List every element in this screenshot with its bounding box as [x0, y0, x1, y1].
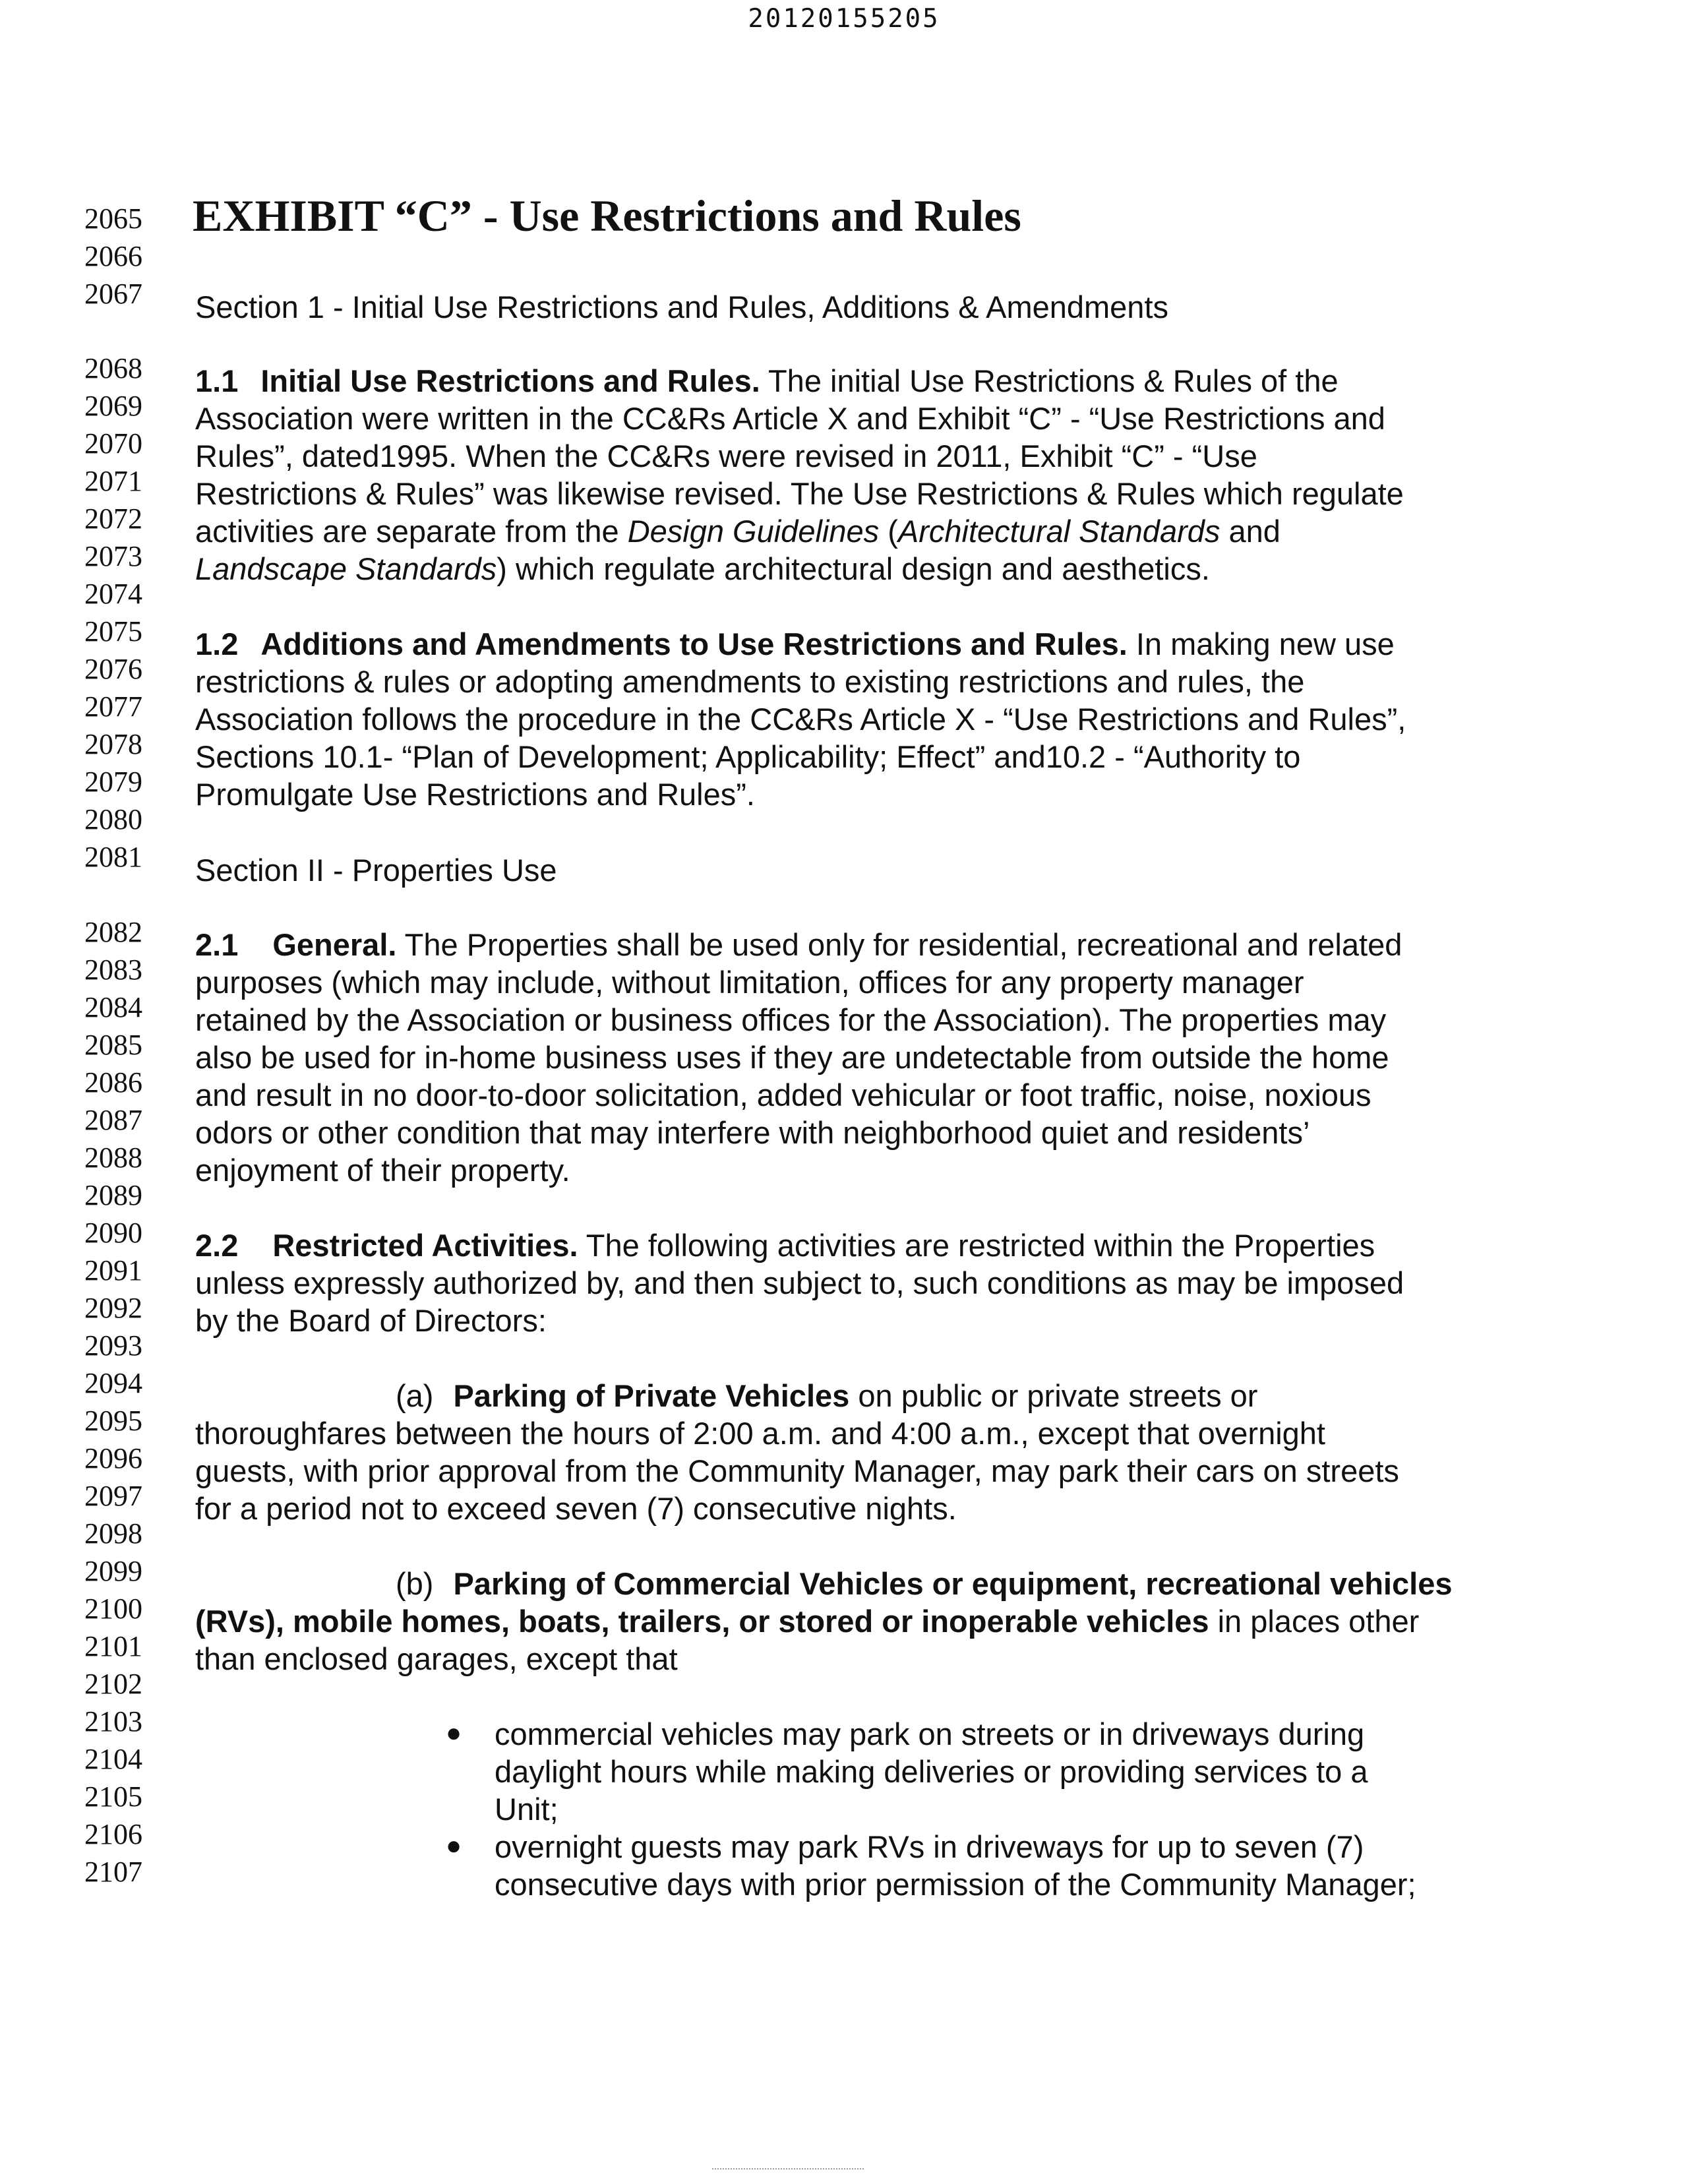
paragraph-line: thoroughfares between the hours of 2:00 a.m. and 4:00 a.m., except that overnight — [195, 1416, 1325, 1451]
line-number: 2076 — [84, 653, 142, 685]
paragraph-heading: Additions and Amendments to Use Restrictions and Rules. — [260, 626, 1128, 661]
paragraph-heading: Restricted Activities. — [272, 1228, 578, 1263]
paragraph-number: 2.2 — [195, 1228, 239, 1263]
line-number: 2081 — [84, 841, 142, 873]
line-number: 2085 — [84, 1029, 142, 1061]
line-number: 2107 — [84, 1856, 142, 1888]
line-number: 2088 — [84, 1141, 142, 1174]
line-number: 2101 — [84, 1630, 142, 1662]
paragraph-line — [195, 1603, 1419, 1639]
paragraph-line: by the Board of Directors: — [195, 1303, 547, 1338]
paragraph-text: ( — [879, 514, 898, 549]
line-number: 2089 — [84, 1179, 142, 1211]
line-number: 2086 — [84, 1066, 142, 1099]
paragraph-line — [195, 513, 1281, 549]
paragraph-line: Sections 10.1- “Plan of Development; Applicability; Effect” and10.2 - “Authority to — [195, 739, 1301, 774]
line-number: 2072 — [84, 502, 142, 535]
line-number: 2105 — [84, 1780, 142, 1813]
paragraph-text: The initial Use Restrictions & Rules of the — [760, 363, 1339, 398]
paragraph-line: Promulgate Use Restrictions and Rules”. — [195, 777, 755, 812]
paragraph-line: Association follows the procedure in the CC&Rs Article X - “Use Restrictions and Rules”, — [195, 702, 1406, 737]
paragraph-number: 1.1 — [195, 363, 239, 398]
section-2-heading: Section II - Properties Use — [195, 853, 557, 888]
paragraph-line: unless expressly authorized by, and then subject to, such conditions as may be imposed — [195, 1265, 1404, 1300]
line-number: 2097 — [84, 1480, 142, 1512]
list-item: daylight hours while making deliveries or providing services to a — [495, 1754, 1368, 1789]
paragraph-line — [396, 1378, 1257, 1414]
item-label: (b) — [396, 1566, 434, 1601]
line-number: 2066 — [84, 240, 142, 272]
list-item: overnight guests may park RVs in driveways for up to seven (7) — [495, 1829, 1364, 1864]
line-number: 2079 — [84, 766, 142, 798]
line-number: 2106 — [84, 1818, 142, 1850]
line-number: 2078 — [84, 728, 142, 760]
line-number: 2102 — [84, 1668, 142, 1700]
line-number: 2093 — [84, 1329, 142, 1362]
line-number: 2082 — [84, 916, 142, 948]
paragraph-heading: Initial Use Restrictions and Rules. — [260, 363, 760, 398]
paragraph-line: Restrictions & Rules” was likewise revised. The Use Restrictions & Rules which regulate — [195, 476, 1404, 511]
line-number: 2065 — [84, 202, 142, 235]
line-number: 2100 — [84, 1592, 142, 1625]
bullet-icon: ● — [446, 1831, 462, 1860]
paragraph-line: guests, with prior approval from the Community Manager, may park their cars on streets — [195, 1453, 1399, 1488]
line-number: 2090 — [84, 1217, 142, 1249]
line-number: 2077 — [84, 690, 142, 723]
line-number: 2068 — [84, 352, 142, 384]
bullet-icon: ● — [446, 1718, 462, 1747]
paragraph-line — [195, 1227, 1375, 1263]
paragraph-line: retained by the Association or business offices for the Association). The properties may — [195, 1002, 1387, 1037]
list-item: Unit; — [495, 1792, 558, 1827]
footer-mark — [712, 2168, 864, 2171]
line-number: 2095 — [84, 1405, 142, 1437]
paragraph-text: and — [1220, 514, 1281, 549]
page-title: EXHIBIT “C” - Use Restrictions and Rules — [193, 191, 1021, 241]
line-number: 2099 — [84, 1555, 142, 1587]
paragraph-line: enjoyment of their property. — [195, 1153, 570, 1188]
paragraph-text: in places other — [1209, 1604, 1420, 1639]
paragraph-line: Association were written in the CC&Rs Article X and Exhibit “C” - “Use Restrictions and — [195, 401, 1385, 436]
paragraph-line — [195, 926, 1402, 963]
design-guidelines-ref: Design Guidelines — [627, 514, 880, 549]
line-number: 2087 — [84, 1104, 142, 1136]
paragraph-text: In making new use — [1127, 626, 1395, 661]
paragraph-line: than enclosed garages, except that — [195, 1641, 678, 1676]
item-label: (a) — [396, 1378, 434, 1413]
line-number: 2092 — [84, 1292, 142, 1324]
line-number: 2096 — [84, 1442, 142, 1474]
paragraph-text: The Properties shall be used only for residential, recreational and related — [396, 927, 1402, 962]
paragraph-line: restrictions & rules or adopting amendments to existing restrictions and rules, the — [195, 664, 1305, 699]
line-number: 2070 — [84, 427, 142, 460]
line-number: 2080 — [84, 803, 142, 835]
item-heading: Parking of Private Vehicles — [453, 1378, 850, 1413]
paragraph-line: Rules”, dated1995. When the CC&Rs were revised in 2011, Exhibit “C” - “Use — [195, 439, 1257, 473]
paragraph-text: ) which regulate architectural design and aesthetics. — [497, 551, 1210, 586]
line-number: 2091 — [84, 1254, 142, 1287]
paragraph-line: odors or other condition that may interfere with neighborhood quiet and residents’ — [195, 1115, 1310, 1150]
architectural-standards-ref: Architectural Standards — [897, 514, 1221, 549]
paragraph-line — [195, 363, 1339, 399]
line-number: 2094 — [84, 1367, 142, 1399]
line-number: 2067 — [84, 278, 142, 310]
line-number: 2084 — [84, 991, 142, 1023]
paragraph-line: and result in no door-to-door solicitation, added vehicular or foot traffic, noise, noxious — [195, 1077, 1372, 1112]
landscape-standards-ref: Landscape Standards — [195, 551, 497, 586]
line-number: 2073 — [84, 540, 142, 572]
paragraph-text: on public or private streets or — [849, 1378, 1258, 1413]
item-heading: (RVs), mobile homes, boats, trailers, or stored or inoperable vehicles — [195, 1604, 1209, 1639]
paragraph-line — [396, 1565, 1452, 1602]
line-number: 2071 — [84, 465, 142, 497]
document-number: 20120155205 — [748, 4, 940, 34]
paragraph-text: activities are separate from the — [195, 514, 628, 549]
paragraph-line: also be used for in-home business uses if they are undetectable from outside the home — [195, 1040, 1389, 1075]
line-number: 2074 — [84, 578, 142, 610]
list-item: consecutive days with prior permission of the Community Manager; — [495, 1867, 1416, 1902]
paragraph-number: 1.2 — [195, 626, 239, 661]
paragraph-text: The following activities are restricted within the Properties — [578, 1228, 1375, 1263]
paragraph-line: for a period not to exceed seven (7) consecutive nights. — [195, 1491, 957, 1526]
list-item: commercial vehicles may park on streets or in driveways during — [495, 1716, 1365, 1751]
section-1-heading: Section 1 - Initial Use Restrictions and Rules, Additions & Amendments — [195, 289, 1169, 324]
line-number: 2098 — [84, 1517, 142, 1550]
line-number: 2075 — [84, 615, 142, 648]
paragraph-line — [195, 626, 1395, 662]
line-number: 2103 — [84, 1705, 142, 1738]
paragraph-line — [195, 551, 1210, 587]
paragraph-number: 2.1 — [195, 927, 239, 962]
item-heading: Parking of Commercial Vehicles or equipment, recreational vehicles — [453, 1566, 1453, 1601]
line-number: 2104 — [84, 1743, 142, 1775]
paragraph-heading: General. — [272, 927, 397, 962]
line-number: 2083 — [84, 954, 142, 986]
paragraph-line: purposes (which may include, without limitation, offices for any property manager — [195, 965, 1304, 1000]
line-number: 2069 — [84, 390, 142, 422]
